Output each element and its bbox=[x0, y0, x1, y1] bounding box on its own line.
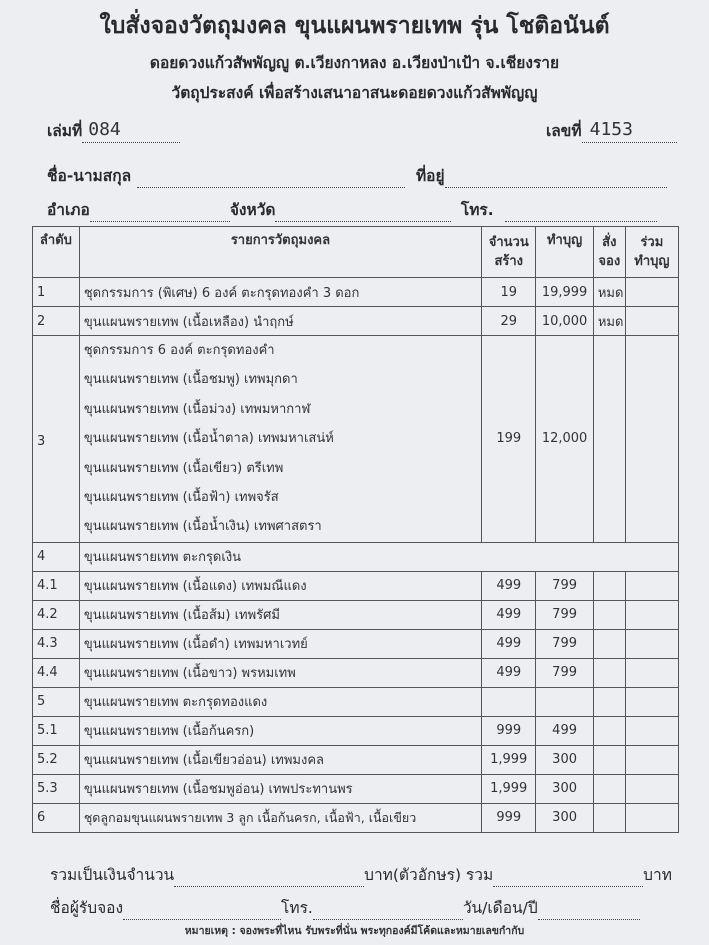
form-location: ดอยดวงแก้วสัพพัญญู ต.เวียงกาหลง อ.เวียงป่าเป้า จ.เชียงราย bbox=[149, 54, 560, 72]
district-field[interactable] bbox=[90, 207, 230, 222]
receiver-phone-label: โทร. bbox=[281, 899, 313, 917]
row-join-cell[interactable] bbox=[625, 629, 678, 658]
table-header-row bbox=[33, 227, 679, 278]
receiver-field[interactable] bbox=[123, 905, 281, 920]
row-qty: 499 bbox=[482, 658, 536, 687]
receiver-label: ชื่อผู้รับจอง bbox=[50, 899, 124, 917]
row-no: 4 bbox=[33, 542, 80, 571]
number-label: เลขที่ bbox=[546, 122, 582, 140]
row-item: ขุนแผนพรายเทพ (เนื้อดำ) เทพมหาเวทย์ bbox=[79, 629, 481, 658]
sub-item: ขุนแผนพรายเทพ (เนื้อเขียว) ตรีเทพ bbox=[83, 460, 284, 476]
row-no: 1 bbox=[33, 278, 80, 307]
row-order-cell[interactable] bbox=[593, 629, 625, 658]
number-value: 4153 bbox=[589, 119, 633, 140]
row-price: 19,999 bbox=[536, 278, 593, 307]
row-no: 5.1 bbox=[33, 716, 80, 745]
row-join-cell bbox=[625, 687, 678, 716]
table-row bbox=[33, 687, 679, 716]
row-order-cell[interactable] bbox=[593, 745, 625, 774]
row-no: 4.4 bbox=[33, 658, 80, 687]
baht-text-label: บาท(ตัวอักษร) รวม bbox=[364, 866, 494, 884]
row-price: 10,000 bbox=[536, 307, 593, 336]
total-label: รวมเป็นเงินจำนวน bbox=[50, 866, 175, 884]
row-item: ขุนแผนพรายเทพ (เนื้อเขียวอ่อน) เทพมงคล bbox=[79, 745, 481, 774]
row-join-cell[interactable] bbox=[625, 336, 678, 543]
row-order-cell[interactable] bbox=[593, 774, 625, 803]
row-item: ขุนแผนพรายเทพ ตะกรุดทองแดง bbox=[79, 687, 481, 716]
row-item: ขุนแผนพรายเทพ ตะกรุดเงิน bbox=[79, 542, 678, 571]
serial-number-line bbox=[546, 118, 677, 143]
row-price: 300 bbox=[536, 803, 593, 832]
row-no: 2 bbox=[33, 307, 80, 336]
phone-field[interactable] bbox=[505, 207, 657, 222]
table-row-group bbox=[33, 336, 679, 543]
row-item: ขุนแผนพรายเทพ (เนื้อส้ม) เทพรัศมี bbox=[79, 600, 481, 629]
row-join-cell[interactable] bbox=[625, 307, 678, 336]
row-item: ขุนแผนพรายเทพ (เนื้อก้นครก) bbox=[79, 716, 481, 745]
receiver-line bbox=[50, 895, 640, 920]
row-qty: 499 bbox=[482, 629, 536, 658]
receiver-phone-field[interactable] bbox=[313, 905, 463, 920]
col-header-qty: จำนวน สร้าง bbox=[482, 227, 536, 278]
row-price: 799 bbox=[536, 600, 593, 629]
form-title: ใบสั่งจองวัตถุมงคล ขุนแผนพรายเทพ รุ่น โชติอนันต์ bbox=[99, 13, 610, 39]
row-item: ขุนแผนพรายเทพ (เนื้อชมพูอ่อน) เทพประทานพร bbox=[79, 774, 481, 803]
row-qty bbox=[482, 687, 536, 716]
province-field[interactable] bbox=[275, 207, 451, 222]
row-qty: 999 bbox=[482, 803, 536, 832]
row-price: 300 bbox=[536, 745, 593, 774]
col-header-order: สั่ง จอง bbox=[593, 227, 625, 278]
row-no: 5.2 bbox=[33, 745, 80, 774]
row-item: ชุดลูกอมขุนแผนพรายเทพ 3 ลูก เนื้อก้นครก, เนื้อฟ้า, เนื้อเขียว bbox=[79, 803, 481, 832]
row-order-status: หมด bbox=[593, 278, 625, 307]
row-join-cell[interactable] bbox=[625, 600, 678, 629]
col-header-join: ร่วม ทำบุญ bbox=[625, 227, 678, 278]
province-label: จังหวัด bbox=[229, 201, 276, 219]
row-no: 4.1 bbox=[33, 571, 80, 600]
district-line bbox=[47, 197, 657, 222]
total-amount-field[interactable] bbox=[174, 872, 364, 887]
sub-item: ขุนแผนพรายเทพ (เนื้อน้ำตาล) เทพมหาเสน่ห์ bbox=[83, 431, 334, 447]
row-join-cell[interactable] bbox=[625, 774, 678, 803]
table-row bbox=[33, 600, 679, 629]
row-qty: 19 bbox=[482, 278, 536, 307]
row-no: 6 bbox=[33, 803, 80, 832]
table-row bbox=[33, 629, 679, 658]
row-order-cell[interactable] bbox=[593, 658, 625, 687]
address-field[interactable] bbox=[445, 173, 667, 188]
row-price: 799 bbox=[536, 571, 593, 600]
baht-label: บาท bbox=[643, 866, 672, 884]
total-line bbox=[50, 862, 672, 887]
col-header-no: ลำดับ bbox=[33, 227, 80, 278]
table-row bbox=[33, 571, 679, 600]
row-join-cell[interactable] bbox=[625, 571, 678, 600]
row-price: 799 bbox=[536, 629, 593, 658]
table-row bbox=[33, 774, 679, 803]
address-label: ที่อยู่ bbox=[415, 167, 445, 185]
name-label: ชื่อ-นามสกุล bbox=[47, 167, 132, 185]
row-no: 4.2 bbox=[33, 600, 80, 629]
row-order-cell[interactable] bbox=[593, 803, 625, 832]
row-order-status: หมด bbox=[593, 307, 625, 336]
footer-note: หมายเหตุ : จองพระที่ไหน รับพระที่นั่น พระทุกองค์มีโค้ดและหมายเลขกำกับ bbox=[184, 925, 525, 937]
sub-item: ขุนแผนพรายเทพ (เนื้อม่วง) เทพมหากาฬ bbox=[83, 401, 311, 417]
row-qty: 499 bbox=[482, 571, 536, 600]
row-no: 5.3 bbox=[33, 774, 80, 803]
row-join-cell[interactable] bbox=[625, 278, 678, 307]
table-row bbox=[33, 658, 679, 687]
number-field[interactable] bbox=[582, 119, 677, 143]
row-order-status bbox=[593, 336, 625, 543]
table-row bbox=[33, 278, 679, 307]
name-field[interactable] bbox=[137, 173, 405, 188]
row-item: ขุนแผนพรายเทพ (เนื้อแดง) เทพมณีแดง bbox=[79, 571, 481, 600]
row-no: 3 bbox=[33, 336, 80, 543]
table-row bbox=[33, 803, 679, 832]
sub-item: ขุนแผนพรายเทพ (เนื้อฟ้า) เทพจรัส bbox=[83, 489, 279, 505]
sub-item: ชุดกรรมการ 6 องค์ ตะกรุดทองคำ bbox=[83, 343, 275, 358]
book-field[interactable] bbox=[82, 119, 180, 143]
row-join-cell[interactable] bbox=[625, 745, 678, 774]
row-join-cell[interactable] bbox=[625, 716, 678, 745]
district-label: อำเภอ bbox=[47, 201, 90, 219]
phone-label: โทร. bbox=[460, 201, 494, 219]
book-number-line bbox=[47, 118, 180, 143]
row-order-cell[interactable] bbox=[593, 716, 625, 745]
table-row-section bbox=[33, 542, 679, 571]
items-table bbox=[32, 226, 679, 833]
total-text-field[interactable] bbox=[493, 872, 643, 887]
row-join-cell[interactable] bbox=[625, 803, 678, 832]
row-price: 300 bbox=[536, 774, 593, 803]
table-row bbox=[33, 745, 679, 774]
row-qty: 1,999 bbox=[482, 774, 536, 803]
row-item: ขุนแผนพรายเทพ (เนื้อเหลือง) นำฤกษ์ bbox=[79, 307, 481, 336]
date-field[interactable] bbox=[538, 905, 640, 920]
row-order-cell[interactable] bbox=[593, 571, 625, 600]
row-order-cell bbox=[593, 687, 625, 716]
row-no: 4.3 bbox=[33, 629, 80, 658]
row-item: ขุนแผนพรายเทพ (เนื้อขาว) พรหมเทพ bbox=[79, 658, 481, 687]
sub-item: ขุนแผนพรายเทพ (เนื้อชมพู) เทพมุกดา bbox=[83, 372, 298, 388]
row-join-cell[interactable] bbox=[625, 658, 678, 687]
book-label: เล่มที่ bbox=[47, 122, 83, 140]
table-row bbox=[33, 716, 679, 745]
book-value: 084 bbox=[88, 119, 121, 140]
row-price: 499 bbox=[536, 716, 593, 745]
date-label: วัน/เดือน/ปี bbox=[462, 899, 538, 917]
row-item-list bbox=[79, 336, 481, 543]
row-qty: 29 bbox=[482, 307, 536, 336]
col-header-item: รายการวัตถุมงคล bbox=[79, 227, 481, 278]
form-purpose: วัตถุประสงค์ เพื่อสร้างเสนาอาสนะดอยดวงแก้วสัพพัญญู bbox=[171, 84, 538, 102]
row-qty: 199 bbox=[482, 336, 536, 543]
row-order-cell[interactable] bbox=[593, 600, 625, 629]
row-price bbox=[536, 687, 593, 716]
col-header-price: ทำบุญ bbox=[536, 227, 593, 278]
row-no: 5 bbox=[33, 687, 80, 716]
row-qty: 499 bbox=[482, 600, 536, 629]
name-address-line bbox=[47, 163, 667, 188]
table-row bbox=[33, 307, 679, 336]
sub-item: ขุนแผนพรายเทพ (เนื้อน้ำเงิน) เทพศาสตรา bbox=[83, 519, 322, 535]
row-price: 12,000 bbox=[536, 336, 593, 543]
row-price: 799 bbox=[536, 658, 593, 687]
row-qty: 999 bbox=[482, 716, 536, 745]
row-qty: 1,999 bbox=[482, 745, 536, 774]
row-item: ชุดกรรมการ (พิเศษ) 6 องค์ ตะกรุดทองคำ 3 ดอก bbox=[79, 278, 481, 307]
